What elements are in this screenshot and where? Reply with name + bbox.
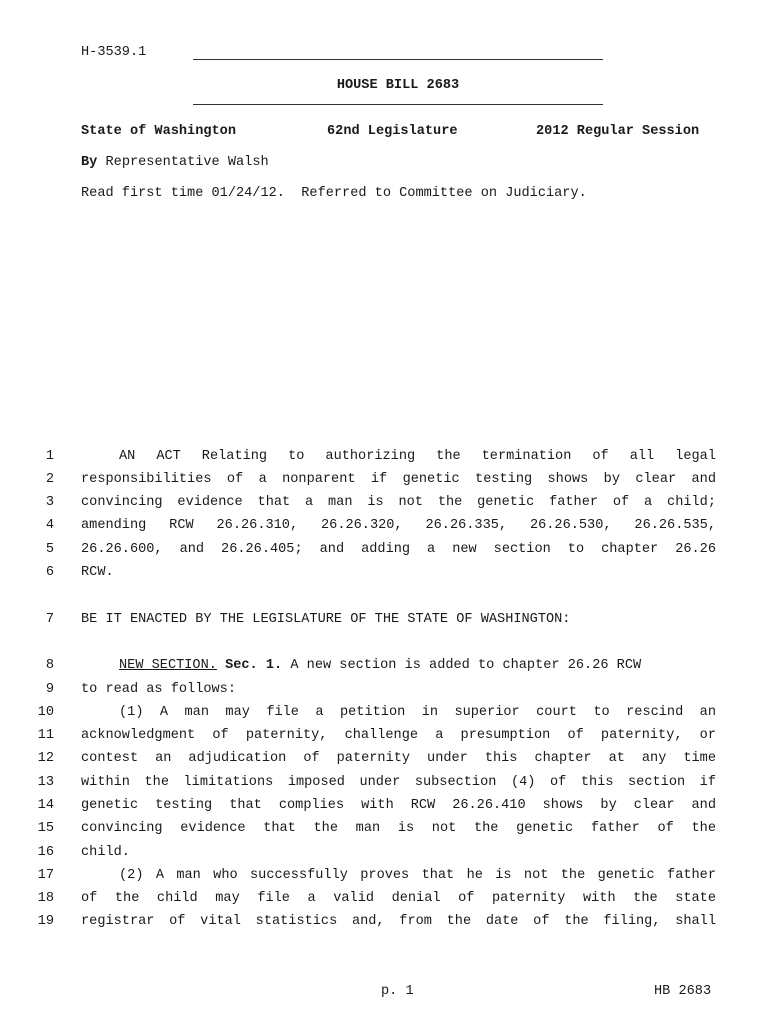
body-line: registrar of vital statistics and, from the date of the filing, shall	[81, 914, 716, 929]
body-line: responsibilities of a nonparent if genetic testing shows by clear and	[81, 472, 716, 487]
state-name: State of Washington	[81, 124, 236, 139]
body-line: child.	[81, 845, 130, 860]
body-line: AN ACT Relating to authorizing the termination of all legal	[119, 449, 716, 464]
body-line: (1) A man may file a petition in superior court to rescind an	[119, 705, 716, 720]
header-rule-top	[193, 59, 603, 60]
new-section-label: NEW SECTION.	[119, 658, 217, 673]
line-number: 6	[45, 565, 54, 580]
footer-bill-id: HB 2683	[654, 984, 712, 999]
line-number: 14	[37, 798, 54, 813]
body-line: amending RCW 26.26.310, 26.26.320, 26.26.335, 26.26.530, 26.26.535,	[81, 518, 716, 533]
body-line: of the child may file a valid denial of paternity with the state	[81, 891, 716, 906]
legislature: 62nd Legislature	[327, 124, 458, 139]
line-number: 19	[37, 914, 54, 929]
line-number: 16	[37, 845, 54, 860]
section-heading	[119, 658, 754, 673]
body-line: convincing evidence that the man is not the genetic father of the	[81, 821, 716, 836]
line-number: 4	[45, 518, 54, 533]
body-line: within the limitations imposed under subsection (4) of this section if	[81, 775, 716, 790]
body-line: to read as follows:	[81, 682, 236, 697]
body-line: (2) A man who successfully proves that he is not the genetic father	[119, 868, 716, 883]
line-number: 13	[37, 775, 54, 790]
body-line: contest an adjudication of paternity under this chapter at any time	[81, 751, 716, 766]
line-number: 11	[37, 728, 54, 743]
line-number: 8	[45, 658, 54, 673]
body-line: genetic testing that complies with RCW 26.26.410 shows by clear and	[81, 798, 716, 813]
sponsor-name: Representative Walsh	[105, 155, 269, 170]
line-number: 3	[45, 495, 54, 510]
line-number: 7	[45, 612, 54, 627]
line-number: 9	[45, 682, 54, 697]
line-number: 12	[37, 751, 54, 766]
bill-title: HOUSE BILL 2683	[336, 78, 460, 93]
document-id: H-3539.1	[81, 45, 147, 60]
section-number: Sec. 1.	[225, 658, 283, 673]
line-number: 10	[37, 705, 54, 720]
sponsor-prefix: By	[81, 155, 98, 170]
sponsor-line	[81, 155, 269, 170]
page-number: p. 1	[381, 984, 414, 999]
line-number: 2	[45, 472, 54, 487]
enacting-clause: BE IT ENACTED BY THE LEGISLATURE OF THE STATE OF WASHINGTON:	[81, 612, 571, 627]
body-line: RCW.	[81, 565, 114, 580]
body-line: convincing evidence that a man is not the genetic father of a child;	[81, 495, 716, 510]
body-line: acknowledgment of paternity, challenge a presumption of paternity, or	[81, 728, 716, 743]
session: 2012 Regular Session	[536, 124, 700, 139]
header-rule-bottom	[193, 104, 603, 105]
read-first-line: Read first time 01/24/12. Referred to Committee on Judiciary.	[81, 186, 587, 201]
body-line: 26.26.600, and 26.26.405; and adding a new section to chapter 26.26	[81, 542, 716, 557]
line-number: 5	[45, 542, 54, 557]
line-number: 1	[45, 449, 54, 464]
line-number: 18	[37, 891, 54, 906]
section-heading-text: A new section is added to chapter 26.26 RCW	[290, 658, 642, 673]
line-number: 15	[37, 821, 54, 836]
line-number: 17	[37, 868, 54, 883]
